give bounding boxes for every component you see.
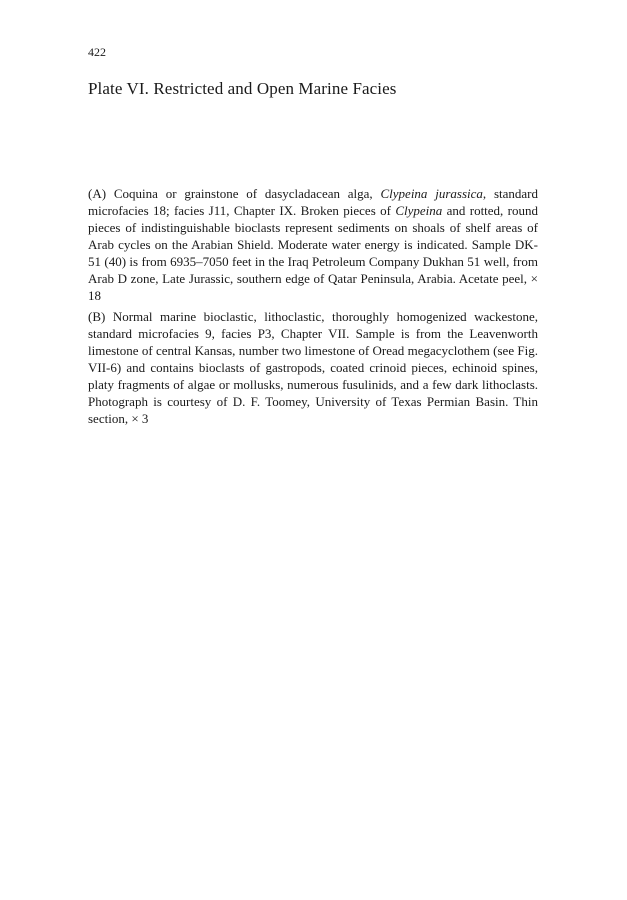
- caption-a-species-2: Clypeina: [395, 203, 443, 218]
- caption-a-text-3: and rotted, round pieces of indistinguishable bioclasts represent sediments on shoals of shelf areas of Arab cycles on the Arabian Shield. Moderate water energy is indicated. Sample DK-51 (40) is from 6935–7050 feet in the Iraq Petroleum Company Dukhan 51 well, from Arab D zone, Late Jurassic, southern edge of Qatar Peninsula, Arabia. Acetate peel, × 18: [88, 203, 538, 303]
- caption-block: [88, 185, 538, 431]
- caption-a-text-2: , standard microfacies 18; facies J11, Chapter IX. Broken pieces of: [88, 186, 539, 218]
- caption-a: [88, 185, 538, 304]
- plate-title: Plate VI. Restricted and Open Marine Facies: [88, 79, 397, 98]
- caption-a-species-1: Clypeina jurassica: [380, 186, 483, 201]
- caption-a-text-1: (A) Coquina or grainstone of dasycladacean alga,: [88, 186, 381, 201]
- page-number: 422: [88, 45, 106, 59]
- caption-b: (B) Normal marine bioclastic, lithoclastic, thoroughly homogenized wackestone, standard microfacies 9, facies P3, Chapter VII. Sample is from the Leavenworth limestone of central Kansas, number two limestone of Oread megacyclothem (see Fig. VII-6) and contains bioclasts of gastropods, coated crinoid pieces, echinoid spines, platy fragments of algae or mollusks, numerous fusulinids, and a few dark lithoclasts. Photograph is courtesy of D. F. Toomey, University of Texas Permian Basin. Thin section, × 3: [88, 309, 538, 426]
